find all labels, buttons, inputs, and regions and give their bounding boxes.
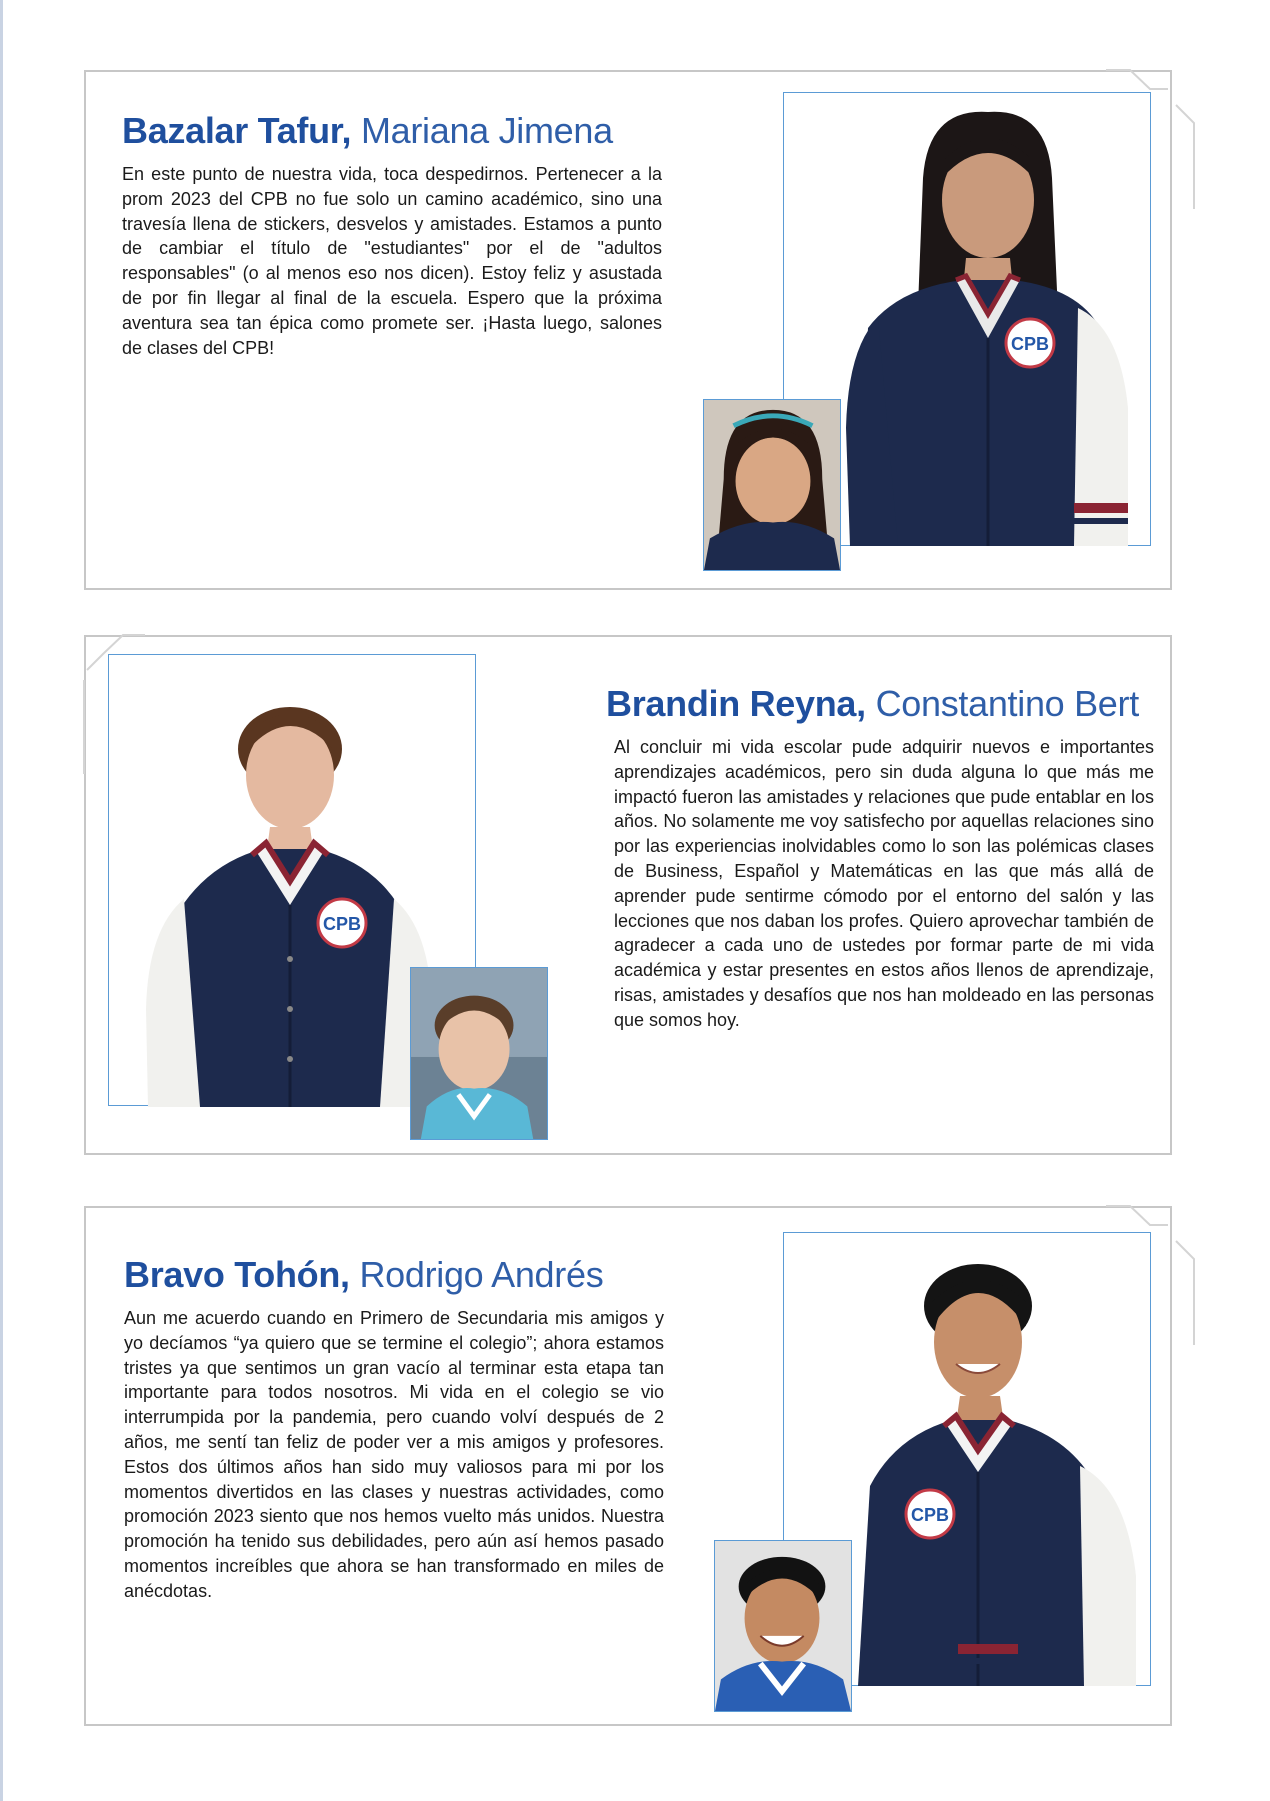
student-surname: Brandin Reyna, (606, 683, 866, 724)
jacket-logo-text: CPB (910, 1505, 950, 1525)
jacket-logo-text: CPB (322, 914, 362, 934)
graduate-portrait (848, 1256, 1136, 1686)
student-given-name: Mariana Jimena (360, 110, 613, 151)
childhood-photo (410, 967, 548, 1140)
student-name (124, 1254, 603, 1296)
student-surname: Bazalar Tafur, (122, 110, 352, 151)
page-edge-line (0, 0, 3, 1801)
student-card-1 (84, 70, 1172, 590)
student-given-name: Constantino Bert (875, 683, 1139, 724)
graduate-portrait (838, 108, 1128, 546)
student-card-3 (84, 1206, 1172, 1726)
student-name (606, 683, 1139, 725)
student-name (122, 110, 613, 152)
student-bio: En este punto de nuestra vida, toca despedirnos. Pertenecer a la prom 2023 del CPB no fue solo un camino académico, sino una travesía llena de stickers, desvelos y amistades. Estamos a punto de cambiar el título de "estudiantes" por el de "adultos responsables" (o al menos eso nos dicen). Estoy feliz y asustada de por fin llegar al final de la escuela. Espero que la próxima aventura sea tan épica como promete ser. ¡Hasta luego, salones de clases del CPB! (122, 164, 662, 358)
student-surname: Bravo Tohón, (124, 1254, 350, 1295)
jacket-logo-text: CPB (1010, 334, 1050, 354)
childhood-photo (703, 399, 841, 571)
graduate-portrait (144, 679, 434, 1107)
student-given-name: Rodrigo Andrés (359, 1254, 604, 1295)
childhood-photo (714, 1540, 852, 1712)
student-bio: Aun me acuerdo cuando en Primero de Secundaria mis amigos y yo decíamos “ya quiero que se termine el colegio”; ahora estamos tristes ya que sentimos un gran vacío al terminar esta etapa tan importante para todos nosotros. Mi vida en el colegio se vio interrumpida por la pandemia, pero cuando volví después de 2 años, me sentí tan feliz de poder ver a mis amigos y profesores. Estos dos últimos años han sido muy valiosos para mi por los momentos divertidos en las clases y nuestras actividades, como promoción 2023 siento que nos hemos vuelto más unidos. Nuestra promoción ha tenido sus debilidades, pero aún así hemos pasado momentos increíbles que ahora se han transformado en miles de anécdotas. (124, 1308, 664, 1601)
student-bio: Al concluir mi vida escolar pude adquirir nuevos e importantes aprendizajes académicos, pero sin duda alguna lo que más me impactó fueron las amistades y relaciones que pude entablar en los años. No solamente me voy satisfecho por aquellas relaciones sino por las experiencias inolvidables como lo son las polémicas clases de Business, Español y Matemáticas en las que más allá de aprender pude sentirme cómodo por el entorno del salón y las lecciones que nos daban los profes. Quiero aprovechar también de agradecer a cada uno de ustedes por formar parte de mi vida académica y estar presentes en estos años llenos de aprendizaje, risas, amistades y desafíos que nos han moldeado en las personas que somos hoy. (614, 737, 1154, 1030)
student-card-2 (84, 635, 1172, 1155)
